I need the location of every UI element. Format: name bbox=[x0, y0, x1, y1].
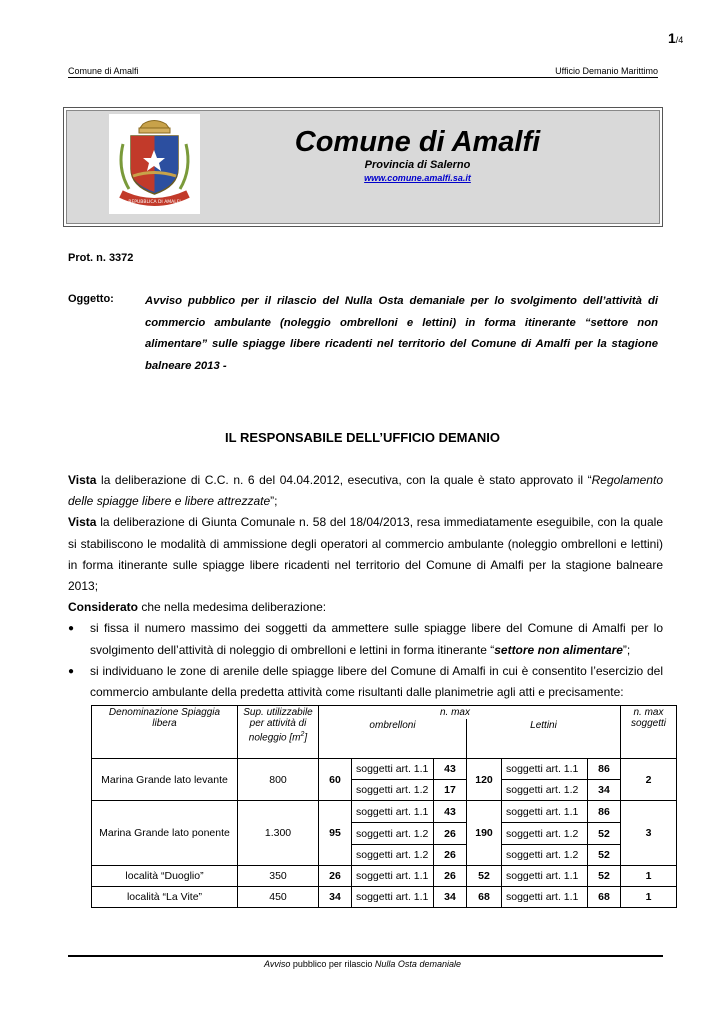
header-right: Ufficio Demanio Marittimo bbox=[555, 66, 658, 76]
website-link[interactable]: www.comune.amalfi.sa.it bbox=[364, 173, 471, 183]
table-row: soggetti art. 1.2 26 soggetti art. 1.2 52 bbox=[92, 823, 677, 845]
table-row: Marina Grande lato levante 800 60 soggetti art. 1.1 43 120 soggetti art. 1.1 86 2 bbox=[92, 759, 677, 780]
footer-text: Avviso pubblico per rilascio Nulla Osta demaniale bbox=[264, 959, 461, 969]
header-rule bbox=[68, 77, 658, 78]
bullet-icon: ● bbox=[68, 623, 75, 635]
paragraph-vista-2: Vista la deliberazione di Giunta Comunale n. 58 del 18/04/2013, resa immediatamente eseguibile, con la quale si stabiliscono le modalità di ammissione degli operatori al commercio ambulante (noleggio ombrelloni e lettini) in forma itinerante sulle spiagge libere ricadenti nel territorio del Comune di Amalfi per la stagione balneare 2013; bbox=[68, 515, 663, 594]
paragraph-vista-1: Vista la deliberazione di C.C. n. 6 del 04.04.2012, esecutiva, con la quale è stato approvato il “Regolamento delle spiagge libere e libere attrezzate”; bbox=[68, 473, 663, 509]
header-ombrelloni: ombrelloni bbox=[319, 719, 467, 759]
beach-allocation-table bbox=[91, 705, 677, 908]
bullet-icon: ● bbox=[68, 665, 75, 677]
section-heading: IL RESPONSABILE DELL’UFFICIO DEMANIO bbox=[225, 430, 500, 445]
province-label: Provincia di Salerno bbox=[364, 159, 471, 171]
header-left: Comune di Amalfi bbox=[68, 66, 139, 76]
coat-of-arms-logo bbox=[109, 114, 200, 214]
header-denominazione: Denominazione Spiaggia libera bbox=[92, 706, 238, 759]
list-item: ● si individuano le zone di arenile delle spiagge libere del Comune di Amalfi in cui è consentito l’esercizio del commercio ambulante della predetta attività come risultanti dalle planimetrie agli atti e precisamente: bbox=[68, 661, 663, 703]
body-text bbox=[68, 470, 663, 703]
header-nmax: n. max bbox=[319, 706, 621, 719]
table-row: soggetti art. 1.2 17 soggetti art. 1.2 34 bbox=[92, 780, 677, 801]
header-soggetti: n. max soggetti bbox=[621, 706, 677, 759]
footer-rule bbox=[68, 955, 663, 957]
svg-text:REPUBBLICA DI AMALFI: REPUBBLICA DI AMALFI bbox=[128, 200, 181, 205]
page-number: 1/4 bbox=[668, 30, 684, 46]
subject-text: Avviso pubblico per il rilascio del Nulla Osta demaniale per lo svolgimento dell’attività di commercio ambulante (noleggio ombrelloni e lettini) in forma itinerante “settore non alimentare” sulle spiagge libere ricadenti nel territorio del Comune di Amalfi per la stagione balneare 2013 - bbox=[145, 295, 658, 372]
table-row: località “La Vite” 450 34 soggetti art. 1.1 34 68 soggetti art. 1.1 68 1 bbox=[92, 887, 677, 908]
paragraph-considerato: Considerato che nella medesima deliberazione: bbox=[68, 600, 327, 615]
table-row: Marina Grande lato ponente 1.300 95 soggetti art. 1.1 43 190 soggetti art. 1.1 86 3 bbox=[92, 801, 677, 823]
protocol-number: Prot. n. 3372 bbox=[68, 252, 134, 264]
list-item: ● si fissa il numero massimo dei soggetti da ammettere sulle spiagge libere del Comune di Amalfi per lo svolgimento dell’attività di noleggio di ombrelloni e lettini in forma itinerante “settore non alimentare”; bbox=[68, 618, 663, 660]
table-row: località “Duoglio” 350 26 soggetti art. 1.1 26 52 soggetti art. 1.1 52 1 bbox=[92, 866, 677, 887]
header-lettini: Lettini bbox=[467, 719, 621, 759]
subject-label: Oggetto: bbox=[68, 293, 114, 305]
header-superficie: Sup. utilizzabile per attività di noleggio $[m^2]$ bbox=[238, 706, 319, 759]
municipality-title: Comune di Amalfi bbox=[294, 126, 541, 158]
table-row: soggetti art. 1.2 26 soggetti art. 1.2 52 bbox=[92, 845, 677, 866]
